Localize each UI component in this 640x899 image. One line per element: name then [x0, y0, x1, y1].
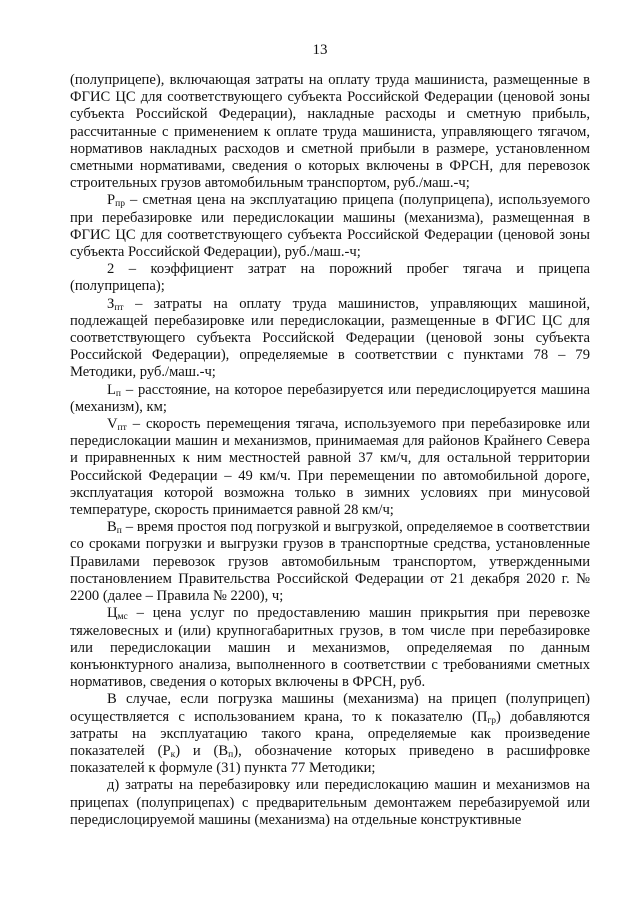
paragraph: д) затраты на перебазировку или передислокацию машин и механизмов на прицепах (полуприцепах) с предварительным демонтажем перебазируемой или передислоцируемой машины (механизма) на отдельные конструктивные [70, 777, 590, 828]
paragraph: $В_п$ – время простоя под погрузкой и выгрузкой, определяемое в соответствии со сроками погрузки и выгрузки грузов в транспортные средства, установленные Правилами перевозок грузов автомобильным транспортом, утвержденными постановлением Правительства Российской Федерации от 21 декабря 2020 г. № 2200 (далее – Правила № 2200), ч; [70, 519, 590, 605]
paragraph: $L_п$ – расстояние, на которое перебазируется или передислоцируется машина (механизм), км; [70, 381, 590, 415]
paragraph: 2 – коэффициент затрат на порожний пробег тягача и прицепа (полуприцепа); [70, 261, 590, 295]
paragraph: $Ц_{мс}$ – цена услуг по предоставлению машин прикрытия при перевозке тяжеловесных и (или) крупногабаритных грузов, в том числе при перебазировке или передислокации машин и механизмов, определяемая по данным конъюнктурного анализа, выполненного в соответствии с требованиями сметных нормативов, сведения о которых включены в ФРСН, руб. [70, 605, 590, 691]
document-body [70, 72, 590, 829]
paragraph: В случае, если погрузка машины (механизма) на прицеп (полуприцеп) осуществляется с использованием крана, то к показателю $(П_{гр})$ добавляются затраты на эксплуатацию такого крана, определяемые как произведение показателей $(Р_к)$ и $(В_п)$, обозначение которых приведено в расшифровке показателей к формуле (31) пункта 77 Методики; [70, 691, 590, 777]
paragraph: $V_{пт}$ – скорость перемещения тягача, используемого при перебазировке или передислокации машин и механизмов, принимаемая для районов Крайнего Севера и приравненных к ним местностей равной 37 км/ч, для остальной территории Российской Федерации – 49 км/ч. При перемещении по автомобильной дороге, эксплуатация которой возможна только в зимних условиях при минусовой температуре, скорость принимается равной 28 км/ч; [70, 416, 590, 519]
paragraph: $З_{пт}$ – затраты на оплату труда машинистов, управляющих машиной, подлежащей перебазировке или передислокации, размещенные в ФГИС ЦС для соответствующего субъекта Российской Федерации (ценовой зоны субъекта Российской Федерации), определяемые в соответствии с пунктами 78 – 79 Методики, руб./маш.-ч; [70, 295, 590, 381]
paragraph: $Р_{пр}$ – сметная цена на эксплуатацию прицепа (полуприцепа), используемого при перебазировке или передислокации машины (механизма), размещенная в ФГИС ЦС для соответствующего субъекта Российской Федерации (ценовой зоны субъекта Российской Федерации), руб./маш.-ч; [70, 192, 590, 261]
page-number: 13 [312, 42, 328, 58]
paragraph: (полуприцепе), включающая затраты на оплату труда машиниста, размещенные в ФГИС ЦС для соответствующего субъекта Российской Федерации (ценовой зоны субъекта Российской Федерации), накладные расходы и сметную прибыль, рассчитанные с применением к оплате труда машиниста, управляющего тягачом, нормативов накладных расходов и сметной прибыли в размере, установленном сметными нормативами, сведения о которых включены в ФРСН, для перевозок строительных грузов автомобильным транспортом, руб./маш.-ч; [70, 72, 590, 192]
